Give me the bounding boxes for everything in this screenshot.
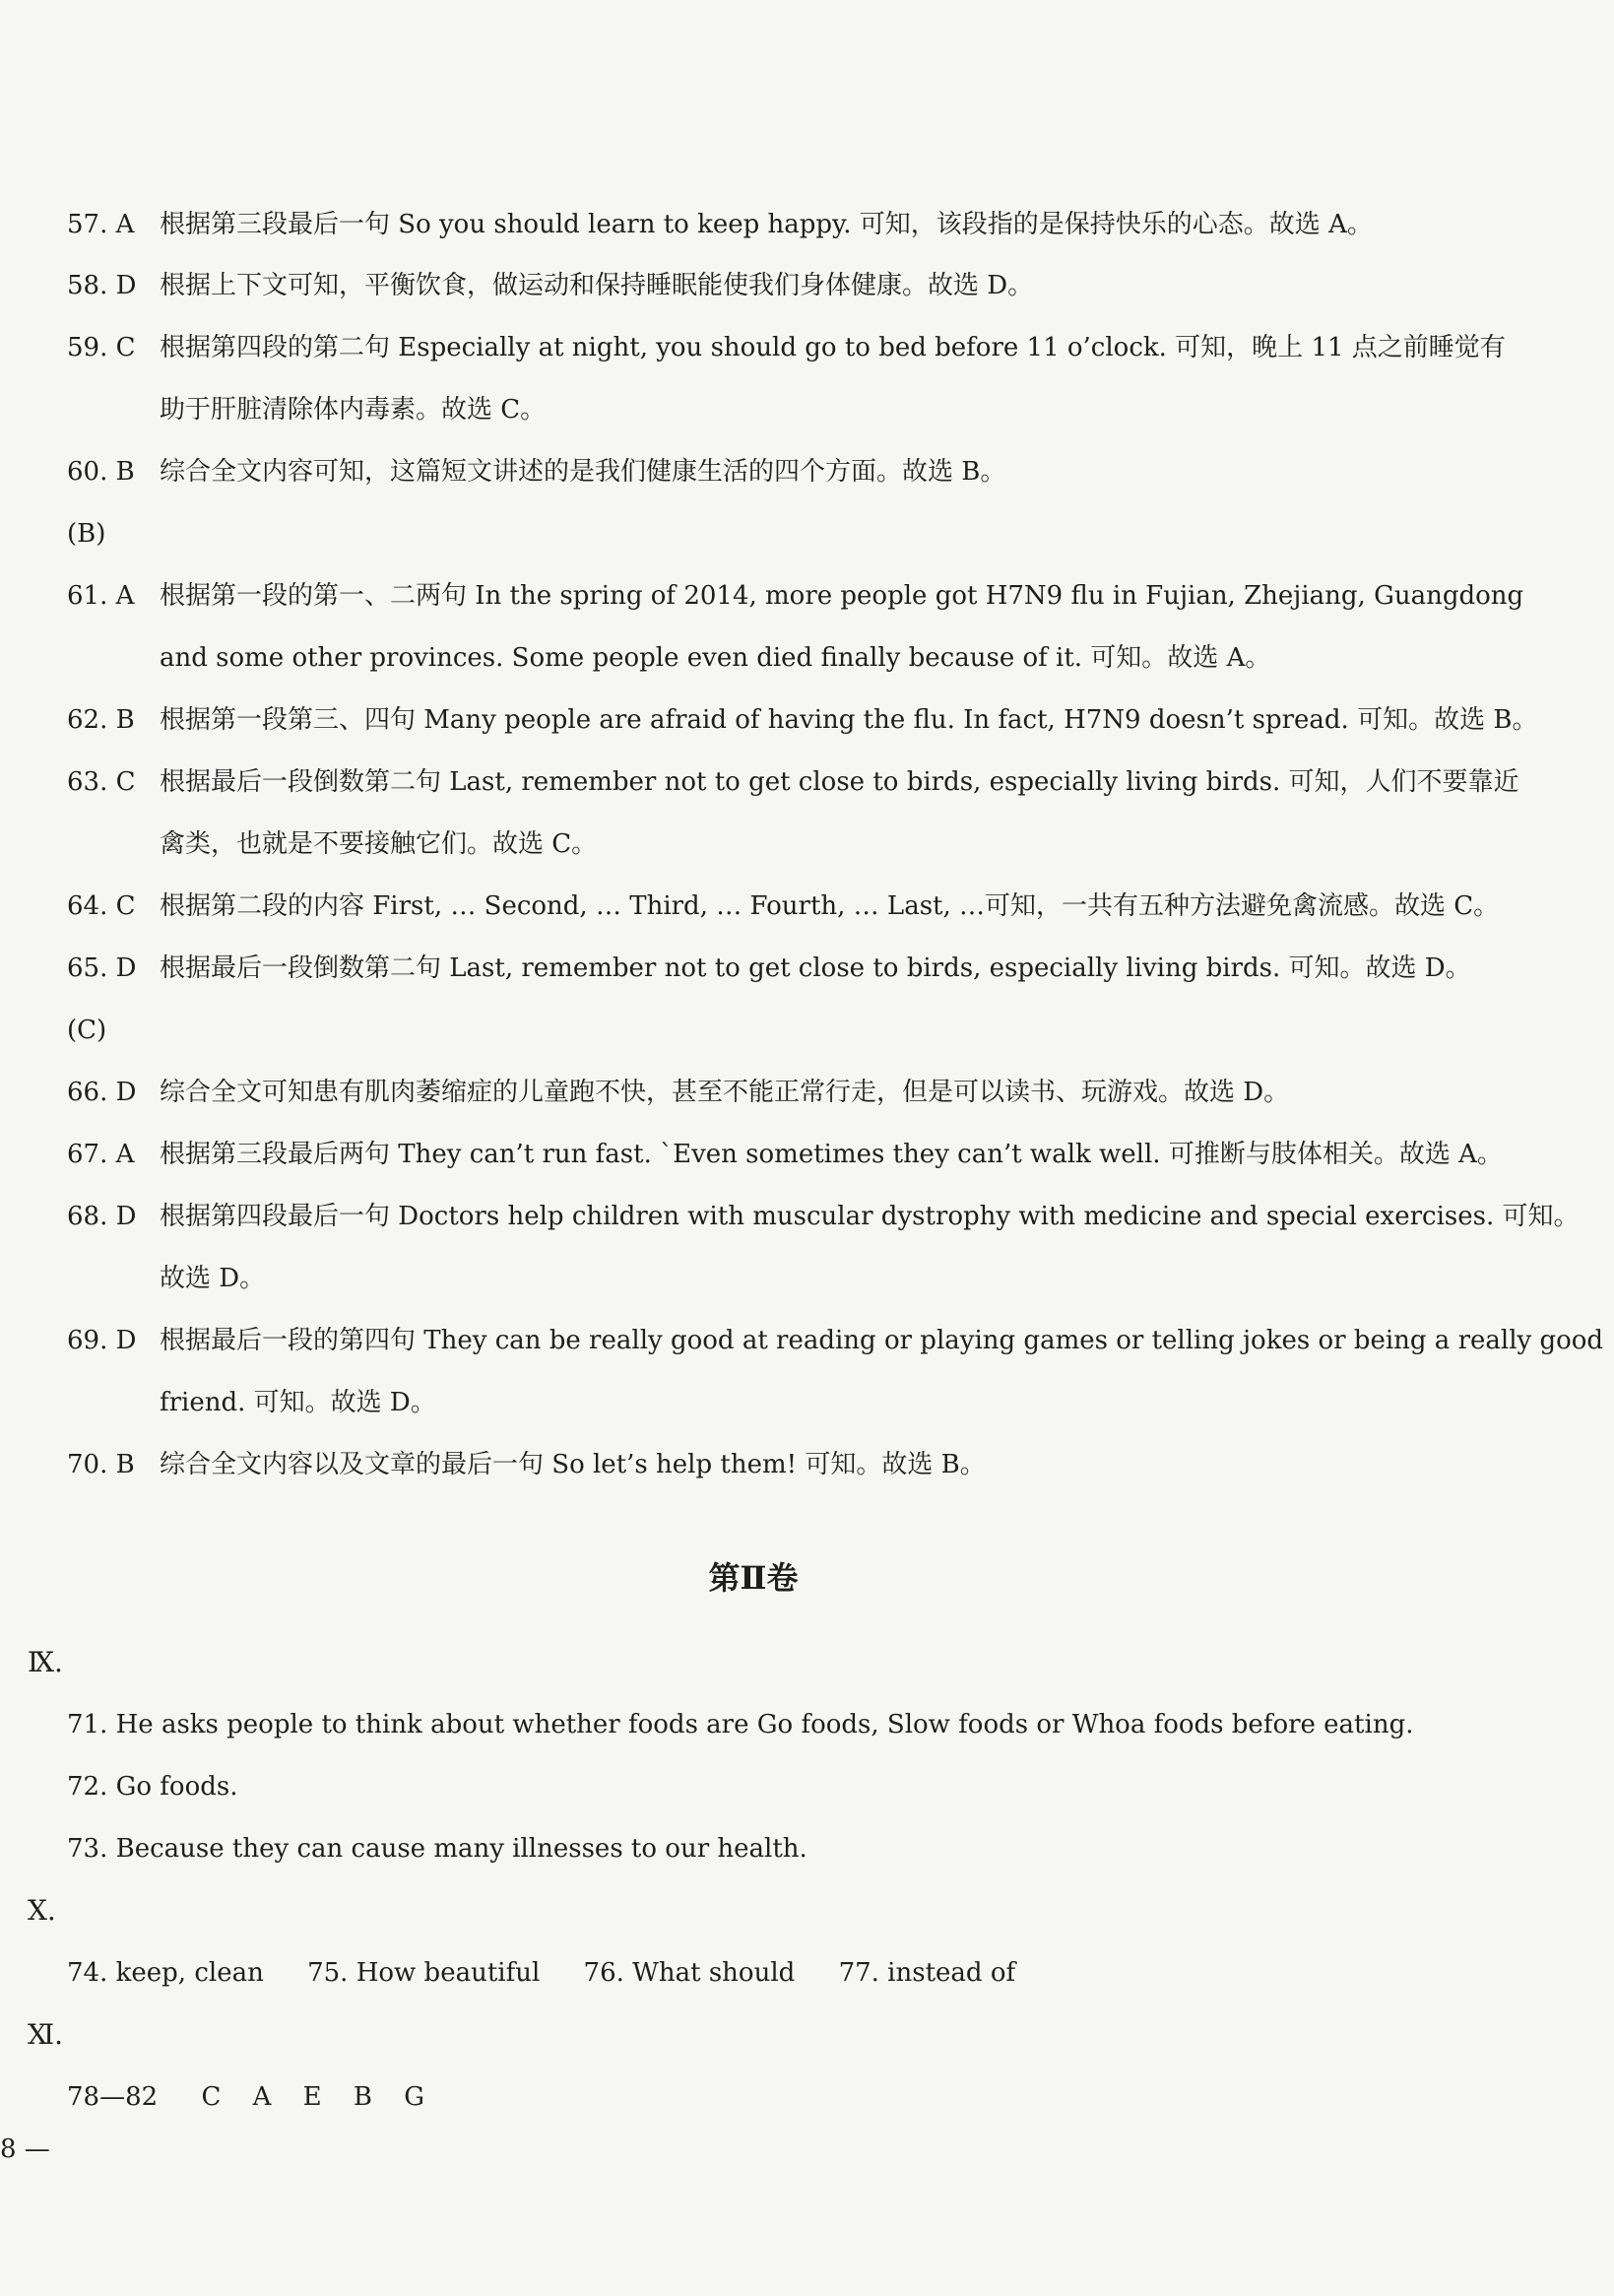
section-9-label: Ⅸ. — [28, 1646, 63, 1678]
answer-71: 71. He asks people to think about whether foods are Go foods, Slow foods or Whoa foods before eating. — [67, 1710, 1414, 1739]
answer-number: 60. B — [67, 457, 135, 487]
answer-60 — [67, 454, 1555, 490]
answer-76: 76. What should — [583, 1958, 796, 1988]
answer-79: A — [252, 2082, 272, 2112]
answer-61-continuation: and some other provinces. Some people even died finally because of it. 可知。故选 A。 — [160, 643, 1271, 673]
section-b-label: (B) — [67, 519, 106, 549]
answer-81: B — [353, 2082, 373, 2112]
answer-text: 综合全文可知患有肌肉萎缩症的儿童跑不快，甚至不能正常行走，但是可以读书、玩游戏。故选 D。 — [160, 1078, 1290, 1107]
answer-61 — [67, 578, 1555, 614]
answer-64 — [67, 888, 1555, 924]
section-10-label: Ⅹ. — [28, 1894, 56, 1927]
answer-58 — [67, 268, 1555, 303]
answer-number: 62. B — [67, 705, 135, 735]
answer-59 — [67, 330, 1555, 365]
part2-title: 第Ⅱ卷 — [708, 1559, 799, 1597]
answer-text: 根据第四段的第二句 Especially at night, you should go to bed before 11 o’clock. 可知，晚上 11 点之前睡觉有 — [160, 333, 1506, 362]
section-11-label: Ⅺ. — [28, 2018, 64, 2051]
answer-number: 66. D — [67, 1078, 137, 1107]
answer-text: 根据上下文可知，平衡饮食，做运动和保持睡眠能使我们身体健康。故选 D。 — [160, 271, 1034, 300]
answer-67 — [67, 1137, 1555, 1172]
answer-number: 70. B — [67, 1450, 135, 1479]
answer-number: 63. C — [67, 767, 136, 797]
answer-72: 72. Go foods. — [67, 1772, 238, 1802]
answer-number: 64. C — [67, 891, 136, 921]
answer-66 — [67, 1075, 1555, 1110]
page-number: 8 — — [0, 2134, 50, 2164]
answer-text: 根据第一段第三、四句 Many people are afraid of having the flu. In fact, H7N9 doesn’t spread. 可知。故选 B。 — [160, 705, 1538, 735]
answer-77: 77. instead of — [838, 1958, 1016, 1988]
answer-number: 65. D — [67, 953, 137, 983]
section-c-label: (C) — [67, 1016, 107, 1045]
answer-text: 根据第一段的第一、二两句 In the spring of 2014, more people got H7N9 flu in Fujian, Zhejiang, Guangdong — [160, 581, 1524, 611]
answer-62 — [67, 702, 1555, 738]
answer-63-continuation: 禽类，也就是不要接触它们。故选 C。 — [160, 829, 598, 859]
answer-text: 根据第四段最后一句 Doctors help children with muscular dystrophy with medicine and special exercises. 可知。 — [160, 1202, 1580, 1231]
answer-number: 57. A — [67, 210, 135, 239]
answer-74: 74. keep, clean — [67, 1958, 264, 1988]
answer-number: 61. A — [67, 581, 135, 611]
answer-78: C — [201, 2082, 222, 2112]
answer-75: 75. How beautiful — [307, 1958, 541, 1988]
answer-68-continuation: 故选 D。 — [160, 1264, 266, 1293]
answer-text: 综合全文内容可知，这篇短文讲述的是我们健康生活的四个方面。故选 B。 — [160, 457, 1006, 487]
answer-range: 78—82 — [67, 2082, 159, 2112]
answer-text: 根据第二段的内容 First, … Second, … Third, … Fourth, … Last, …可知，一共有五种方法避免禽流感。故选 C。 — [160, 891, 1500, 921]
answer-number: 58. D — [67, 271, 137, 300]
answer-69-continuation: friend. 可知。故选 D。 — [160, 1388, 436, 1417]
answer-text: 根据第三段最后两句 They can’t run fast. `Even sometimes they can’t walk well. 可推断与肢体相关。故选 A。 — [160, 1140, 1503, 1169]
answer-text: 根据第三段最后一句 So you should learn to keep happy. 可知，该段指的是保持快乐的心态。故选 A。 — [160, 210, 1373, 239]
answer-68 — [67, 1199, 1580, 1234]
answer-text: 根据最后一段倒数第二句 Last, remember not to get close to birds, especially living birds. 可知。故选 D。 — [160, 953, 1471, 983]
answer-text: 根据最后一段倒数第二句 Last, remember not to get close to birds, especially living birds. 可知，人们不要靠近 — [160, 767, 1519, 797]
answer-82: G — [404, 2082, 425, 2112]
answer-63 — [67, 764, 1555, 800]
answer-text: 根据最后一段的第四句 They can be really good at reading or playing games or telling jokes or being a really good — [160, 1326, 1604, 1355]
answer-70 — [67, 1447, 1555, 1482]
answer-text: 综合全文内容以及文章的最后一句 So let’s help them! 可知。故选 B。 — [160, 1450, 986, 1479]
answers-74-77 — [67, 1955, 1555, 1991]
answer-number: 67. A — [67, 1140, 135, 1169]
answer-number: 59. C — [67, 333, 136, 362]
answer-number: 69. D — [67, 1326, 137, 1355]
answer-57 — [67, 207, 1555, 242]
answer-69 — [67, 1323, 1604, 1358]
answer-80: E — [302, 2082, 322, 2112]
answer-59-continuation: 助于肝脏清除体内毒素。故选 C。 — [160, 395, 547, 425]
answers-78-82 — [67, 2079, 1555, 2115]
answer-73: 73. Because they can cause many illnesses to our health. — [67, 1834, 807, 1864]
answer-number: 68. D — [67, 1202, 137, 1231]
answer-65 — [67, 951, 1555, 986]
